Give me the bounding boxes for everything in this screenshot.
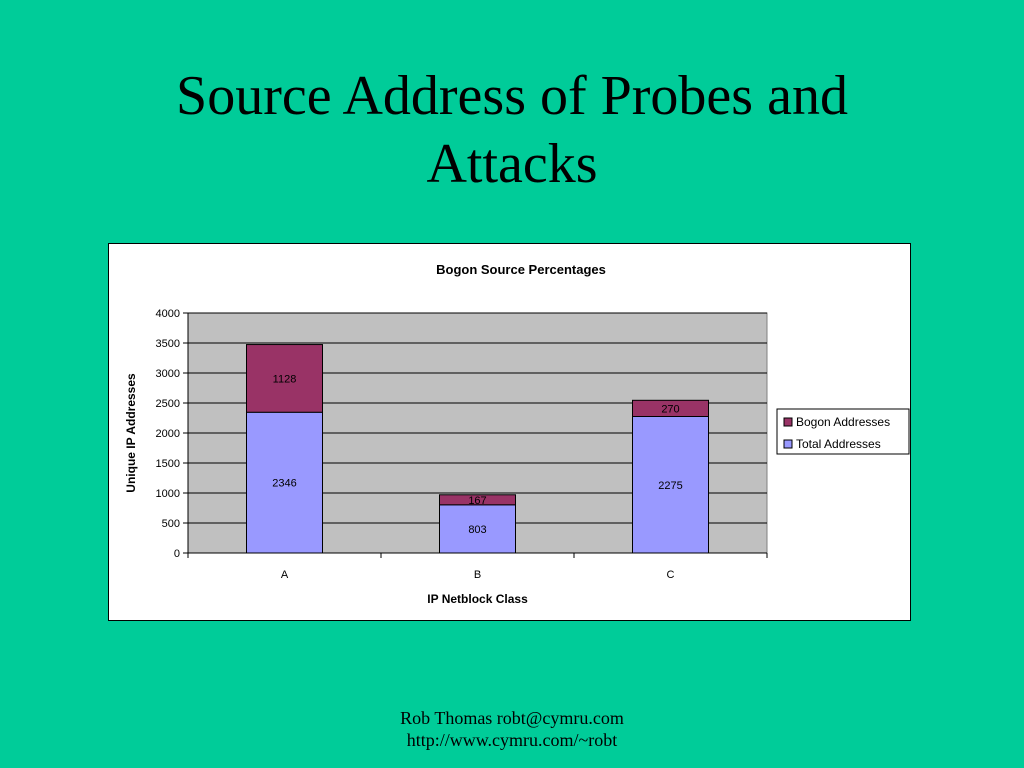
y-tick-label: 4000 xyxy=(155,308,180,320)
y-tick-label: 0 xyxy=(173,548,180,560)
x-tick-label: A xyxy=(280,569,289,581)
legend-label-bogon-addresses: Bogon Addresses xyxy=(796,415,891,429)
data-label-bogon-addresses: 167 xyxy=(468,494,487,507)
data-label-total-addresses: 803 xyxy=(468,523,487,536)
y-tick-label: 3000 xyxy=(155,368,180,380)
footer xyxy=(0,707,1024,751)
x-axis-label: IP Netblock Class xyxy=(427,592,528,606)
x-tick-label: C xyxy=(666,569,675,581)
x-tick-label: B xyxy=(473,569,482,581)
chart-title: Bogon Source Percentages xyxy=(436,262,606,277)
data-label-total-addresses: 2346 xyxy=(272,477,297,490)
data-label-bogon-addresses: 270 xyxy=(661,403,680,416)
legend-swatch-bogon-addresses xyxy=(784,418,792,426)
slide-title xyxy=(60,62,964,198)
y-tick-label: 500 xyxy=(161,518,180,530)
y-tick-label: 2500 xyxy=(155,398,180,410)
slide-title-line-2: Attacks xyxy=(426,133,598,195)
slide-title-line-1: Source Address of Probes and xyxy=(176,65,848,127)
y-axis-label: Unique IP Addresses xyxy=(124,373,138,493)
data-label-total-addresses: 2275 xyxy=(658,479,683,492)
y-tick-label: 1500 xyxy=(155,458,180,470)
legend-swatch-total-addresses xyxy=(784,440,792,448)
y-tick-label: 1000 xyxy=(155,488,180,500)
legend-label-total-addresses: Total Addresses xyxy=(796,437,881,451)
footer-author-email: Rob Thomas robt@cymru.com xyxy=(400,708,624,728)
data-label-bogon-addresses: 1128 xyxy=(272,373,297,386)
footer-url: http://www.cymru.com/~robt xyxy=(406,730,618,750)
y-tick-label: 2000 xyxy=(155,428,180,440)
stacked-bar-chart xyxy=(109,244,910,620)
y-tick-label: 3500 xyxy=(155,338,180,350)
chart-frame xyxy=(108,243,911,621)
